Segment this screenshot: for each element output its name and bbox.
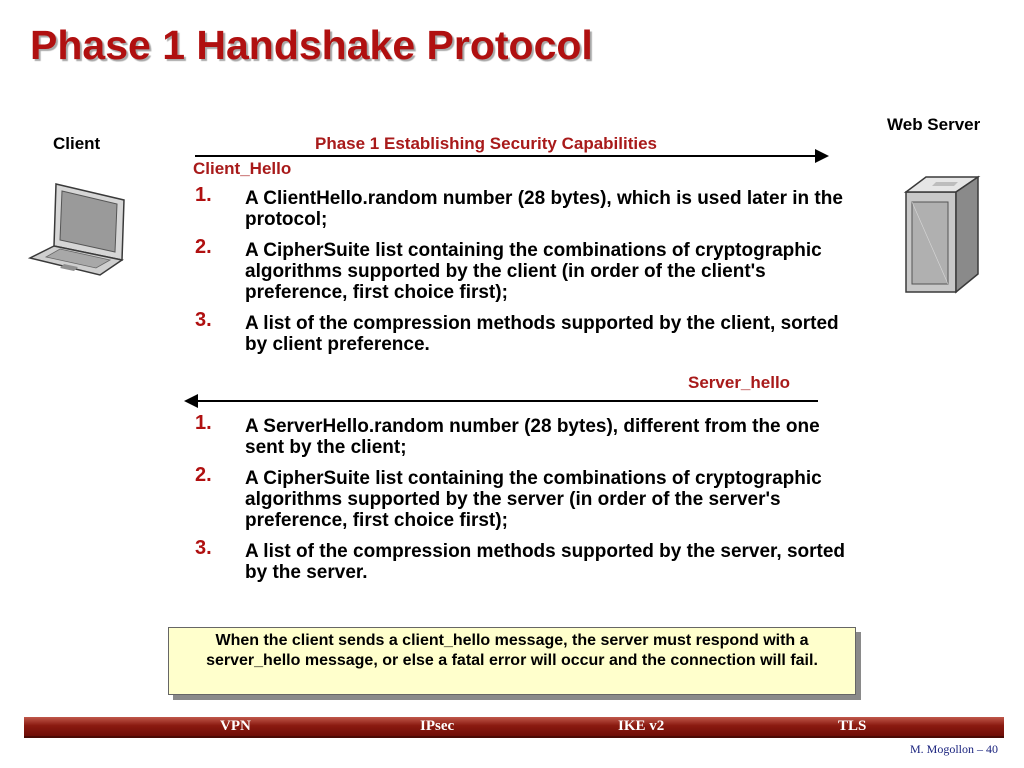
laptop-icon (26, 178, 130, 278)
server-icon (902, 174, 982, 294)
client-label: Client (53, 134, 101, 153)
list-item (190, 309, 850, 355)
footer-bar (24, 717, 1004, 738)
list-item (190, 236, 850, 303)
list-item (190, 412, 855, 458)
footer-item-ike: IKE v2 (618, 718, 665, 734)
web-server-label: Web Server (887, 115, 981, 134)
server-hello-arrow (182, 393, 818, 409)
item-number: 1. (195, 184, 212, 206)
server-hello-list (190, 412, 855, 593)
server-hello-label: Server_hello (688, 373, 791, 392)
item-number: 2. (195, 236, 212, 258)
item-text: A list of the compression methods supported by the client, sorted by client preference. (245, 313, 839, 355)
list-item (190, 184, 850, 230)
item-text: A CipherSuite list containing the combinations of cryptographic algorithms supported by the server (in order of the server's preference, first choice first); (245, 468, 822, 531)
client-hello-list (190, 184, 850, 365)
item-text: A CipherSuite list containing the combinations of cryptographic algorithms supported by the client (in order of the client's preference, first choice first); (245, 240, 822, 303)
item-number: 3. (195, 309, 212, 331)
footer-item-ipsec: IPsec (420, 718, 455, 734)
list-item (190, 464, 855, 531)
item-text: A ClientHello.random number (28 bytes), which is used later in the protocol; (245, 188, 843, 230)
slide-title: Phase 1 Handshake Protocol (30, 22, 593, 68)
footer-item-tls: TLS (838, 718, 867, 734)
item-number: 3. (195, 537, 212, 559)
page-reference: M. Mogollon – 40 (909, 742, 998, 756)
list-item (190, 537, 855, 583)
phase-label: Phase 1 Establishing Security Capabilities (315, 134, 658, 153)
item-text: A ServerHello.random number (28 bytes), different from the one sent by the client; (245, 416, 820, 458)
item-number: 1. (195, 412, 212, 434)
note-box: When the client sends a client_hello message, the server must respond with a server_hello message, or else a fatal error will occur and the connection will fail. (168, 627, 856, 695)
item-text: A list of the compression methods supported by the server, sorted by the server. (245, 541, 846, 583)
footer-item-vpn: VPN (220, 718, 251, 734)
item-number: 2. (195, 464, 212, 486)
client-hello-label: Client_Hello (193, 159, 292, 178)
